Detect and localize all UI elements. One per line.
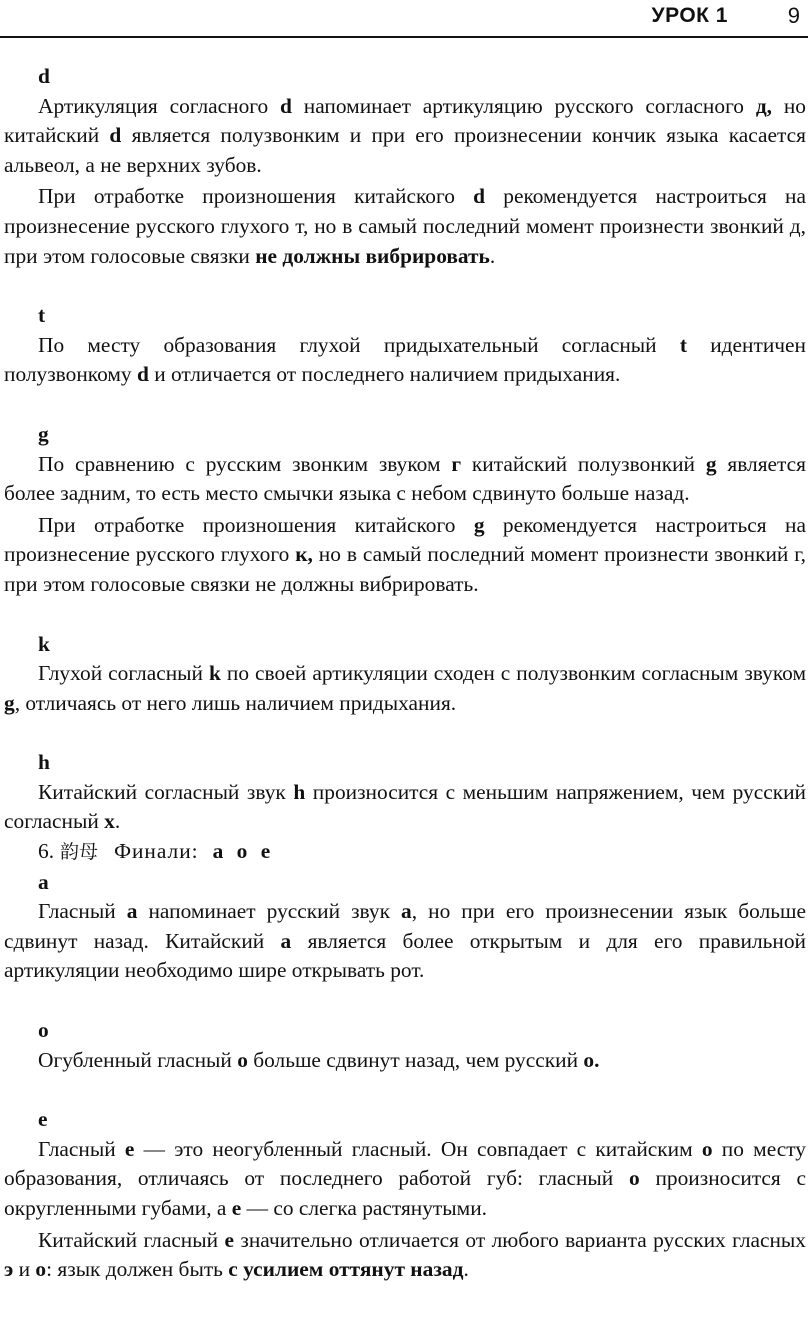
text-run: китайский полузвонкий — [461, 451, 706, 476]
bold-term: о — [35, 1257, 47, 1282]
bold-term: d — [473, 184, 486, 209]
section-d — [4, 62, 806, 271]
bold-term: д, — [755, 93, 773, 118]
section-heading: k — [38, 631, 50, 656]
section-k — [4, 630, 806, 719]
text-run: больше сдвинут назад, чем русский — [247, 1047, 584, 1072]
page-number: 9 — [787, 3, 800, 28]
text-run: Артикуляция согласного — [38, 93, 281, 118]
text-run: рекомендуется настроиться на произнесение русского глухого — [4, 512, 806, 567]
bold-term: o — [629, 1166, 640, 1191]
bold-term: а — [401, 899, 412, 924]
section-e — [4, 1105, 806, 1285]
text-run: При отработке произношения китайского — [38, 512, 474, 537]
section-a — [4, 868, 806, 986]
chinese-term: 韵母 — [60, 841, 99, 864]
bold-term: g — [473, 512, 485, 537]
bold-term: d — [280, 93, 292, 118]
text-run: Огубленный гласный — [38, 1047, 238, 1072]
bold-term: х — [104, 809, 115, 834]
bold-term: o — [237, 1047, 248, 1072]
paragraph — [4, 450, 806, 509]
finals-section — [4, 837, 806, 1285]
text-run: произносится с округленными губами, а — [4, 1166, 807, 1220]
bold-term: e — [231, 1196, 242, 1220]
section-heading: a — [38, 869, 49, 894]
running-header — [0, 0, 808, 38]
text-run: и — [13, 1257, 36, 1282]
text-run: : язык должен быть — [46, 1257, 229, 1282]
text-run: значительно отличается от любого варианта русских гласных — [234, 1227, 807, 1252]
section-heading: t — [38, 303, 46, 328]
text-run: Гласный — [38, 1136, 125, 1161]
text-run: — со слегка растянутыми. — [241, 1196, 487, 1220]
paragraph — [4, 659, 806, 718]
section-heading: g — [38, 421, 49, 446]
bold-term: о. — [583, 1047, 600, 1072]
finals-letters: a o e — [212, 839, 271, 864]
section-h — [4, 748, 806, 837]
text-run: и отличается от последнего наличием придыхания. — [148, 362, 621, 387]
section-number: 6. — [38, 839, 55, 864]
text-run: Китайский согласный звук — [38, 779, 294, 804]
text-run: по месту образования, отличаясь от последнего работой губ: гласный — [4, 1136, 806, 1191]
text-run: . — [114, 809, 121, 834]
bold-term: не должны вибрировать — [255, 243, 490, 268]
text-run: является более открытым и для его правильной артикуляции необходимо шире открывать рот. — [4, 928, 806, 983]
section-t — [4, 301, 806, 390]
text-run: является более задним, то есть место смычки языка с небом сдвинуто больше назад. — [4, 451, 806, 506]
paragraph — [4, 331, 806, 390]
section-heading: d — [38, 64, 50, 88]
text-run: , отличаясь от него лишь наличием придыхания. — [14, 690, 457, 715]
lesson-title: УРОК 1 — [651, 4, 728, 27]
bold-term: a — [126, 899, 138, 924]
bold-term: d — [109, 123, 122, 148]
text-run: . — [489, 243, 496, 268]
bold-term: e — [224, 1227, 234, 1252]
bold-term: o — [701, 1136, 713, 1161]
section-heading: o — [38, 1018, 49, 1043]
paragraph — [4, 778, 806, 837]
text-run: По месту образования глухой придыхательный согласный — [38, 332, 680, 357]
text-run: произносится с меньшим напряжением, чем русский согласный — [4, 779, 806, 834]
paragraph — [4, 182, 806, 271]
text-run: напоминает артикуляцию русского согласного — [291, 93, 756, 118]
text-run: Глухой согласный — [38, 661, 209, 686]
text-run: — это неогубленный гласный. Он совпадает с китайским — [134, 1136, 702, 1161]
section-g — [4, 420, 806, 600]
bold-term: a — [280, 928, 292, 953]
bold-term: g — [705, 451, 717, 476]
text-run: но в самый последний момент произнести звонкий г, при этом голосовые связки не должны вибрировать. — [4, 542, 806, 596]
bold-term: h — [293, 779, 306, 804]
text-run: Китайский гласный — [38, 1227, 225, 1252]
text-run: напоминает русский звук — [137, 899, 402, 924]
text-run: но китайский — [4, 93, 806, 148]
text-run: При отработке произношения китайского — [38, 184, 474, 209]
finals-title: Финали: — [114, 839, 199, 864]
text-run: является полузвонким и при его произнесении кончик языка касается альвеол, а не верхних зубов. — [4, 123, 806, 177]
bold-term: k — [208, 661, 221, 686]
section-heading: e — [38, 1107, 48, 1132]
finals-heading — [38, 837, 806, 868]
paragraph — [4, 511, 806, 600]
text-run: Гласный — [38, 899, 127, 924]
bold-term: d — [136, 362, 149, 387]
paragraph — [4, 1226, 806, 1285]
page-body — [4, 62, 806, 1285]
bold-term: г — [451, 451, 462, 476]
text-run: идентичен полузвонкому — [4, 332, 806, 387]
paragraph — [4, 897, 806, 986]
section-o — [4, 1016, 806, 1075]
text-run: По сравнению с русским звонким звуком — [38, 451, 452, 476]
paragraph — [4, 1046, 806, 1076]
bold-term: с усилием оттянут назад — [228, 1257, 464, 1282]
text-run: по своей артикуляции сходен с полузвонким согласным звуком — [220, 661, 806, 686]
bold-term: к, — [295, 542, 313, 567]
paragraph — [4, 92, 806, 181]
text-run: рекомендуется настроиться на произнесение русского глухого т, но в самый последний момент произнести звонкий д, при этом голосовые связки — [4, 184, 806, 268]
text-run: , но при его произнесении язык больше сдвинут назад. Китайский — [4, 899, 806, 953]
bold-term: e — [124, 1136, 135, 1161]
bold-term: g — [4, 690, 15, 715]
bold-term: э — [4, 1257, 14, 1282]
paragraph — [4, 1135, 806, 1224]
bold-term: t — [679, 332, 687, 357]
section-heading: h — [38, 750, 50, 775]
text-run: . — [463, 1257, 469, 1282]
vowel-sections — [4, 868, 806, 1285]
consonant-sections — [4, 62, 806, 837]
